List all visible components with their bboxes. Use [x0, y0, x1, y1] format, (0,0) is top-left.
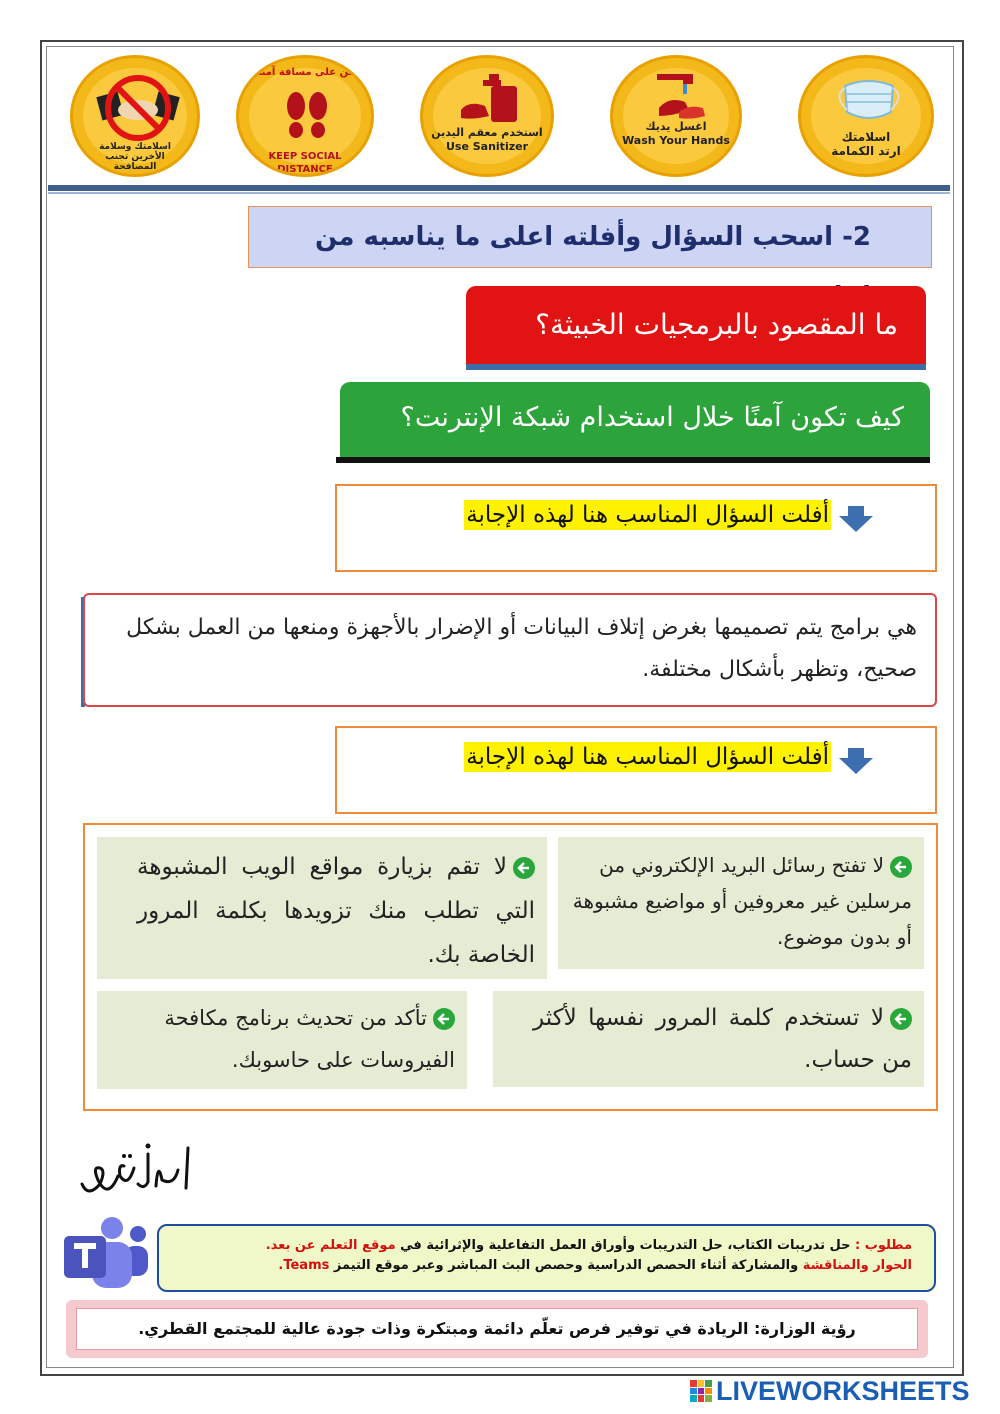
sanitizer-label-en: Use Sanitizer — [445, 140, 529, 153]
question-internet-safety-shadow — [336, 457, 930, 463]
tip-password — [493, 991, 924, 1087]
header-divider — [48, 185, 950, 191]
tip-antivirus-text: تأكد من تحديث برنامج مكافحة الفيروسات على حاسوبك. — [164, 1006, 455, 1072]
liveworksheets-grid-icon — [690, 1380, 712, 1402]
tip-email — [558, 837, 924, 969]
sanitizer-icon — [459, 70, 523, 130]
tip-antivirus — [97, 991, 467, 1089]
sanitizer-label-ar: استخدم معقم اليدين — [431, 126, 543, 139]
drop-hint-1: أفلت السؤال المناسب هنا لهذه الإجابة — [466, 502, 829, 528]
wash-hands-label-en: Wash Your Hands — [622, 134, 730, 147]
wash-hands-label-ar: اغسل يديك — [645, 120, 707, 133]
mask-label: اسلامتك ارتد الكمامة — [831, 130, 901, 158]
social-distance-label-ar: كن على مسافة آمنة — [255, 67, 355, 78]
tip-password-text: لا تستخدم كلمة المرور نفسها لأكثر من حساب. — [533, 1005, 912, 1073]
drop-zone-1[interactable] — [335, 484, 937, 572]
wash-hands-badge — [610, 55, 742, 177]
mask-icon — [833, 76, 905, 126]
tip-suspicious-sites-text: لا تقم بزيارة مواقع الويب المشبوهة التي تطلب منك تزويدها بكلمة المرور الخاصة بك. — [137, 854, 535, 968]
arrow-left-circle-icon — [890, 856, 912, 878]
liveworksheets-text: LIVEWORKSHEETS — [716, 1375, 970, 1406]
note-discussion: الحوار والمناقشة — [802, 1258, 912, 1273]
answer-internet-safety-tips — [83, 823, 938, 1111]
answer-malware-definition: هي برامج يتم تصميمها بغرض إتلاف البيانات أو الإضرار بالأجهزة ومنعها من العمل بشكل صحيح، وتظهر بأشكال مختلفة. — [83, 593, 937, 707]
arrow-left-circle-icon — [890, 1008, 912, 1030]
note-line2-body: والمشاركة أثناء الحصص الدراسية وحصص البث المباشر وعبر موقع التيمز — [329, 1258, 803, 1273]
footprints-icon — [279, 86, 335, 142]
liveworksheets-logo — [690, 1376, 970, 1406]
social-distance-label-en: KEEP SOCIAL DISTANCE — [268, 151, 342, 175]
arrow-down-icon — [839, 506, 873, 532]
no-handshake-label: اسلامتك وسلامة الأخرين تجنب المصافحة — [99, 142, 171, 172]
note-teams: Teams. — [278, 1258, 330, 1273]
sanitizer-badge — [420, 55, 554, 177]
arrow-left-circle-icon — [513, 857, 535, 879]
draggable-question-internet-safety[interactable]: كيف تكون آمنًا خلال استخدام شبكة الإنترنت؟ — [340, 382, 930, 458]
note-required-label: مطلوب : — [855, 1238, 912, 1253]
faucet-hands-icon — [653, 68, 709, 124]
note-remote-learning: موقع التعلم عن بعد. — [265, 1238, 396, 1253]
note-line1-body: حل تدريبات الكتاب، حل التدريبات وأوراق العمل التفاعلية والإثرائية في — [395, 1238, 856, 1253]
note-line-2 — [169, 1256, 912, 1276]
signature-good-luck — [78, 1140, 198, 1200]
header-divider-light — [48, 192, 950, 194]
teams-logo-icon — [62, 1216, 150, 1292]
drop-hint-2: أفلت السؤال المناسب هنا لهذه الإجابة — [466, 744, 829, 770]
arrow-left-circle-icon — [433, 1008, 455, 1030]
arrow-down-icon — [839, 748, 873, 774]
drop-zone-2[interactable] — [335, 726, 937, 814]
mask-badge — [798, 55, 934, 177]
draggable-question-malware[interactable]: ما المقصود بالبرمجيات الخبيثة؟ — [466, 286, 926, 366]
no-handshake-badge — [70, 55, 200, 177]
no-handshake-icon — [93, 68, 183, 148]
social-distance-badge — [236, 55, 374, 177]
tip-suspicious-sites — [97, 837, 547, 979]
tip-email-text: لا تفتح رسائل البريد الإلكتروني من مرسلين غير معروفين أو مواضيع مشبوهة أو بدون موضوع. — [572, 853, 912, 949]
requirements-note — [157, 1224, 936, 1292]
question-malware-shadow — [466, 364, 926, 370]
ministry-vision: رؤية الوزارة: الريادة في توفير فرص تعلّم دائمة ومبتكرة وذات جودة عالية للمجتمع القطري. — [76, 1308, 918, 1350]
note-line-1 — [169, 1236, 912, 1256]
task-title: 2- اسحب السؤال وأفلته اعلى ما يناسبه من — [248, 206, 932, 268]
